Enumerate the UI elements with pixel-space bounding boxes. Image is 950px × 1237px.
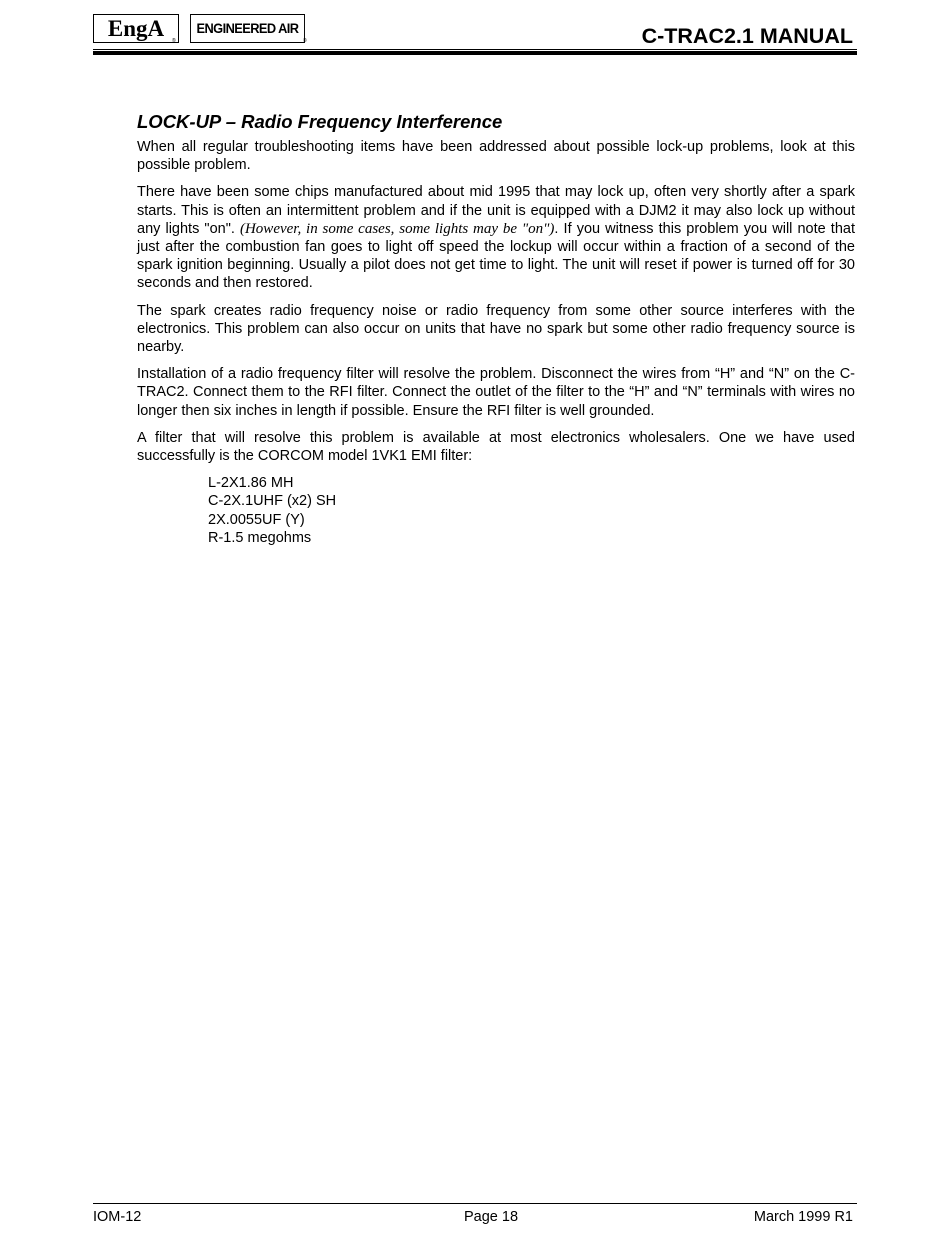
section-heading: LOCK-UP – Radio Frequency Interference: [137, 111, 503, 132]
footer-date: March 1999 R1: [753, 1209, 853, 1225]
header-rule-thin: [93, 49, 857, 50]
footer-rule: [93, 1203, 857, 1204]
page-footer: [93, 1208, 853, 1228]
spec-item: C-2X.1UHF (x2) SH: [208, 493, 337, 510]
spec-item: R-1.5 megohms: [208, 529, 312, 546]
paragraph-chips-note: (However, in some cases, some lights may be "on"): [239, 220, 555, 237]
filter-specs-list: [208, 474, 855, 547]
paragraph-intro: When all regular troubleshooting items have been addressed about possible lock-up problems, look at this possible problem.: [137, 139, 855, 174]
spec-item: 2X.0055UF (Y): [208, 511, 305, 528]
paragraph-spark: The spark creates radio frequency noise or radio frequency from some other source interferes with the electronics. This problem can also occur on units that have no spark but some other radio frequency source is nearby.: [137, 302, 855, 356]
spec-item: L-2X1.86 MH: [208, 475, 294, 492]
main-content: [137, 110, 855, 547]
manual-title: C-TRAC2.1 MANUAL: [641, 24, 853, 48]
enga-logo: EngA: [93, 14, 179, 43]
header-rule-thick: [93, 51, 857, 55]
paragraph-filter: A filter that will resolve this problem is available at most electronics wholesalers. One we have used successfully is the CORCOM model 1VK1 EMI filter:: [137, 429, 855, 465]
paragraph-chips-part-b: . If you witness this problem you will note that just after the combustion fan goes to light off speed the lockup will occur within a fraction of a second of the spark ignition beginning. Usually a pilot does not get time to light. The unit will reset if power is turned off for 30 seconds and then restored.: [137, 220, 855, 292]
engineered-air-logo: ENGINEERED AIR: [190, 14, 305, 43]
paragraph-chips-part-a: There have been some chips manufactured about mid 1995 that may lock up, often very shortly after a spark starts. This is often an intermittent problem and if the unit is equipped with a DJM2 it may also lock up without any lights "on".: [137, 184, 855, 237]
registered-mark: ®: [172, 38, 176, 44]
registered-mark: ®: [303, 38, 307, 44]
footer-doc-id: IOM-12: [93, 1209, 142, 1225]
footer-page-number: Page 18: [463, 1209, 519, 1225]
paragraph-installation: Installation of a radio frequency filter will resolve the problem. Disconnect the wires from “H” and “N” on the C-TRAC2. Connect them to the RFI filter. Connect the outlet of the filter to the “H” and “N” terminals with wires no longer then six inches in length if possible. Ensure the RFI filter is well grounded.: [137, 366, 855, 419]
paragraph-chips: [137, 183, 855, 292]
